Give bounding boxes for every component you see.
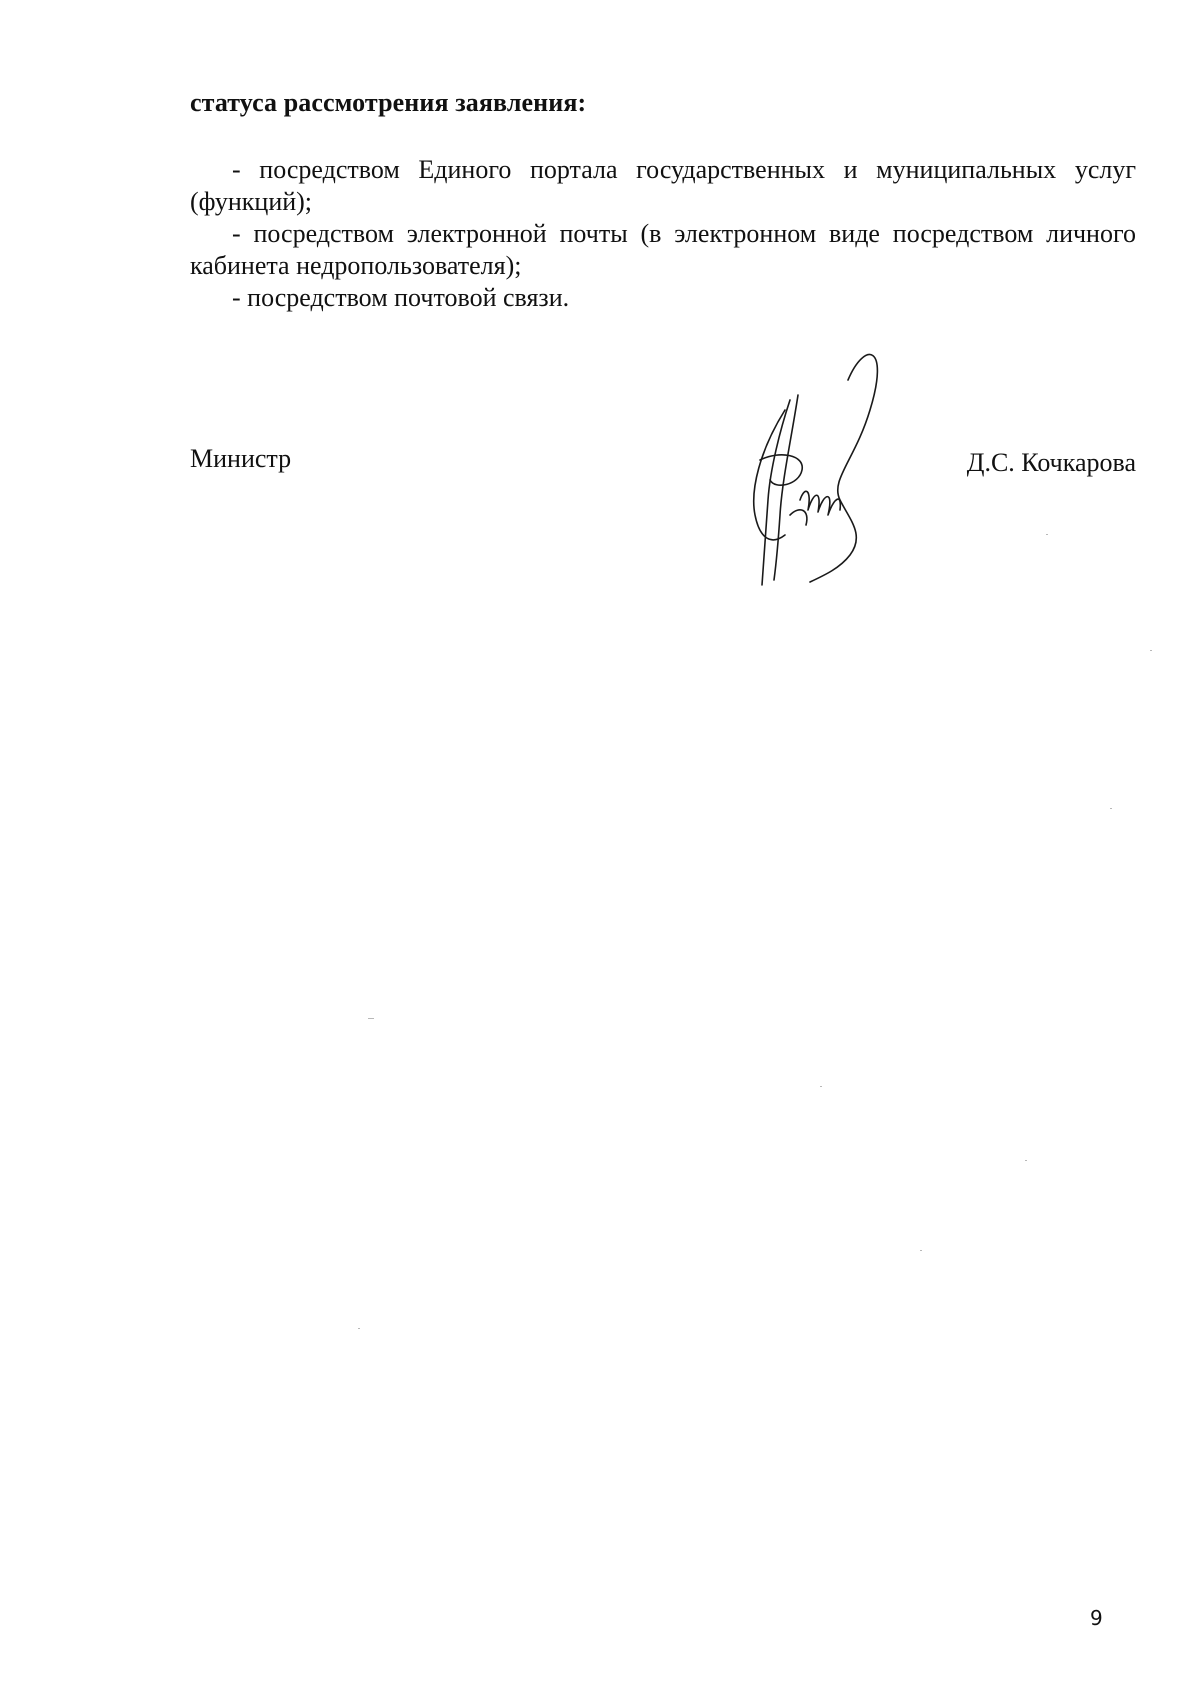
list-item: - посредством почтовой связи. <box>232 283 570 312</box>
signer-name: Д.С. Кочкарова <box>966 448 1136 477</box>
scan-speck <box>1025 1160 1027 1161</box>
handwritten-signature <box>730 340 900 600</box>
scan-speck <box>1046 534 1048 535</box>
scan-speck <box>1110 808 1112 809</box>
list-item: - посредством Единого портала государственных и муниципальных услуг (функций); <box>190 155 1136 216</box>
section-heading: статуса рассмотрения заявления: <box>190 88 587 117</box>
page-number: 9 <box>1090 1606 1103 1630</box>
scan-speck <box>820 1086 822 1087</box>
scan-speck <box>368 1018 374 1019</box>
list-item: - посредством электронной почты (в электронном виде посредством личного кабинета недропользователя); <box>190 219 1136 280</box>
scan-speck <box>1150 650 1152 651</box>
signer-title: Министр <box>190 444 292 473</box>
scan-speck <box>920 1250 922 1251</box>
scan-speck <box>358 1328 360 1329</box>
